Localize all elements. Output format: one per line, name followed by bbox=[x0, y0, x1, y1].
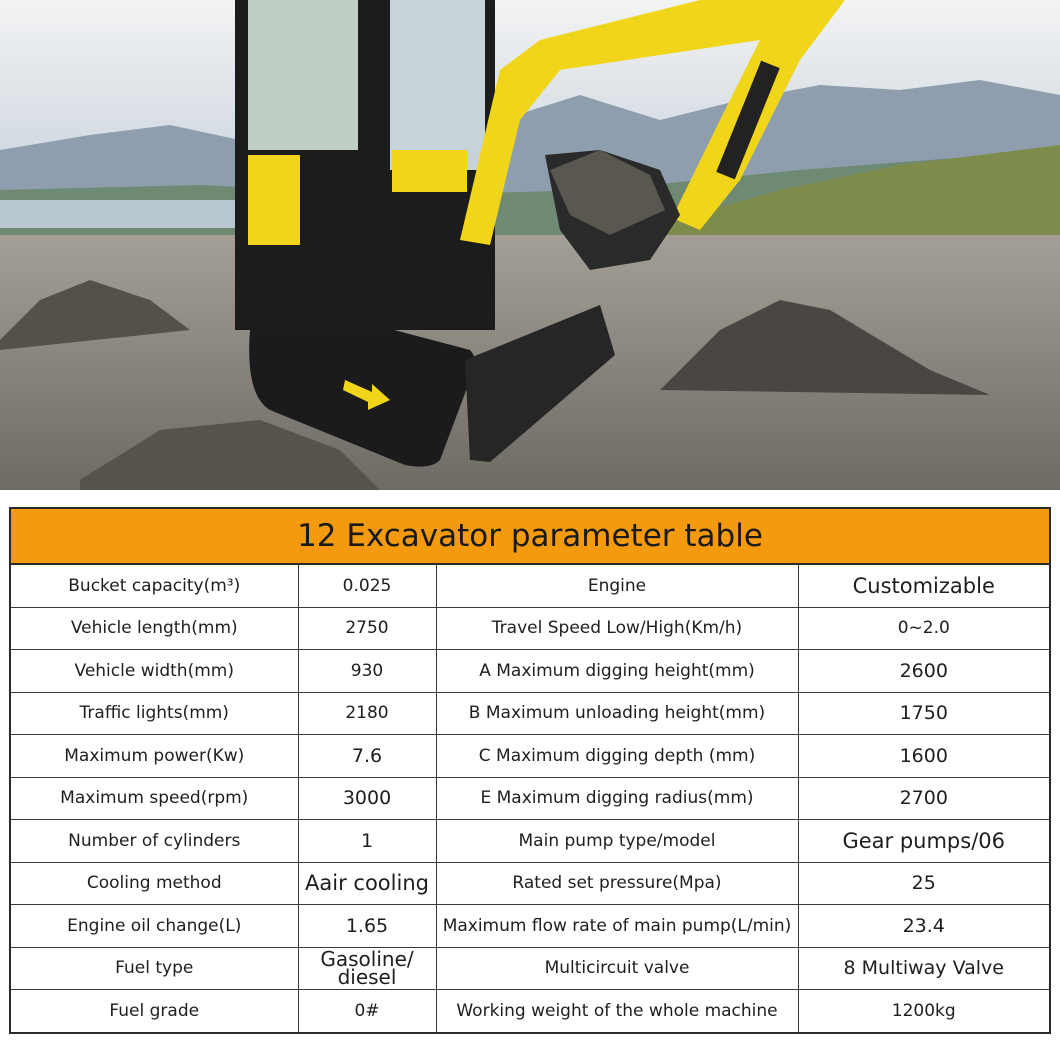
param-label: B Maximum unloading height(mm) bbox=[436, 692, 798, 735]
excavator-photo bbox=[0, 0, 1060, 490]
param-label: Main pump type/model bbox=[436, 820, 798, 863]
param-label: E Maximum digging radius(mm) bbox=[436, 777, 798, 820]
param-value: Aair cooling bbox=[298, 862, 436, 905]
param-value: 2700 bbox=[798, 777, 1049, 820]
param-value: 1.65 bbox=[298, 905, 436, 948]
table-row bbox=[11, 735, 1049, 778]
param-value: 2180 bbox=[298, 692, 436, 735]
param-label: Vehicle width(mm) bbox=[11, 650, 298, 693]
param-label: Engine bbox=[436, 565, 798, 607]
param-label: Rated set pressure(Mpa) bbox=[436, 862, 798, 905]
yellow-cab-strip bbox=[392, 150, 467, 192]
param-label: Maximum speed(rpm) bbox=[11, 777, 298, 820]
lake bbox=[0, 200, 260, 228]
table-row bbox=[11, 607, 1049, 650]
cab-window-left bbox=[248, 0, 358, 150]
param-value: 1600 bbox=[798, 735, 1049, 778]
param-label: Bucket capacity(m³) bbox=[11, 565, 298, 607]
parameter-grid bbox=[11, 565, 1049, 1032]
param-value: 25 bbox=[798, 862, 1049, 905]
param-value: Customizable bbox=[798, 565, 1049, 607]
param-label: Engine oil change(L) bbox=[11, 905, 298, 948]
param-value: 2600 bbox=[798, 650, 1049, 693]
param-value: 1 bbox=[298, 820, 436, 863]
param-label: Traffic lights(mm) bbox=[11, 692, 298, 735]
param-value: 1750 bbox=[798, 692, 1049, 735]
param-label: Cooling method bbox=[11, 862, 298, 905]
param-label: A Maximum digging height(mm) bbox=[436, 650, 798, 693]
yellow-side-panel bbox=[248, 155, 300, 245]
param-label: Vehicle length(mm) bbox=[11, 607, 298, 650]
cab-window-right bbox=[390, 0, 485, 170]
param-value: 3000 bbox=[298, 777, 436, 820]
table-row bbox=[11, 650, 1049, 693]
table-title: 12 Excavator parameter table bbox=[11, 509, 1049, 565]
param-value: 1200kg bbox=[798, 990, 1049, 1032]
table-row bbox=[11, 565, 1049, 607]
table-row bbox=[11, 990, 1049, 1032]
table-row bbox=[11, 692, 1049, 735]
param-label: C Maximum digging depth (mm) bbox=[436, 735, 798, 778]
param-value: Gasoline/ diesel bbox=[298, 947, 436, 990]
param-value: Gear pumps/06 bbox=[798, 820, 1049, 863]
param-value: 8 Multiway Valve bbox=[798, 947, 1049, 990]
param-value: 0~2.0 bbox=[798, 607, 1049, 650]
param-value: 2750 bbox=[298, 607, 436, 650]
param-label: Number of cylinders bbox=[11, 820, 298, 863]
param-label: Maximum power(Kw) bbox=[11, 735, 298, 778]
table-row bbox=[11, 777, 1049, 820]
excavator-scene bbox=[0, 0, 1060, 490]
param-label: Fuel type bbox=[11, 947, 298, 990]
param-value: 930 bbox=[298, 650, 436, 693]
param-label: Working weight of the whole machine bbox=[436, 990, 798, 1032]
table-row bbox=[11, 862, 1049, 905]
param-label: Travel Speed Low/High(Km/h) bbox=[436, 607, 798, 650]
param-value: 7.6 bbox=[298, 735, 436, 778]
param-label: Multicircuit valve bbox=[436, 947, 798, 990]
param-label: Maximum flow rate of main pump(L/min) bbox=[436, 905, 798, 948]
table-row bbox=[11, 947, 1049, 990]
table-row bbox=[11, 820, 1049, 863]
param-label: Fuel grade bbox=[11, 990, 298, 1032]
parameter-table bbox=[9, 507, 1051, 1034]
param-value: 23.4 bbox=[798, 905, 1049, 948]
table-row bbox=[11, 905, 1049, 948]
param-value: 0# bbox=[298, 990, 436, 1032]
param-value: 0.025 bbox=[298, 565, 436, 607]
